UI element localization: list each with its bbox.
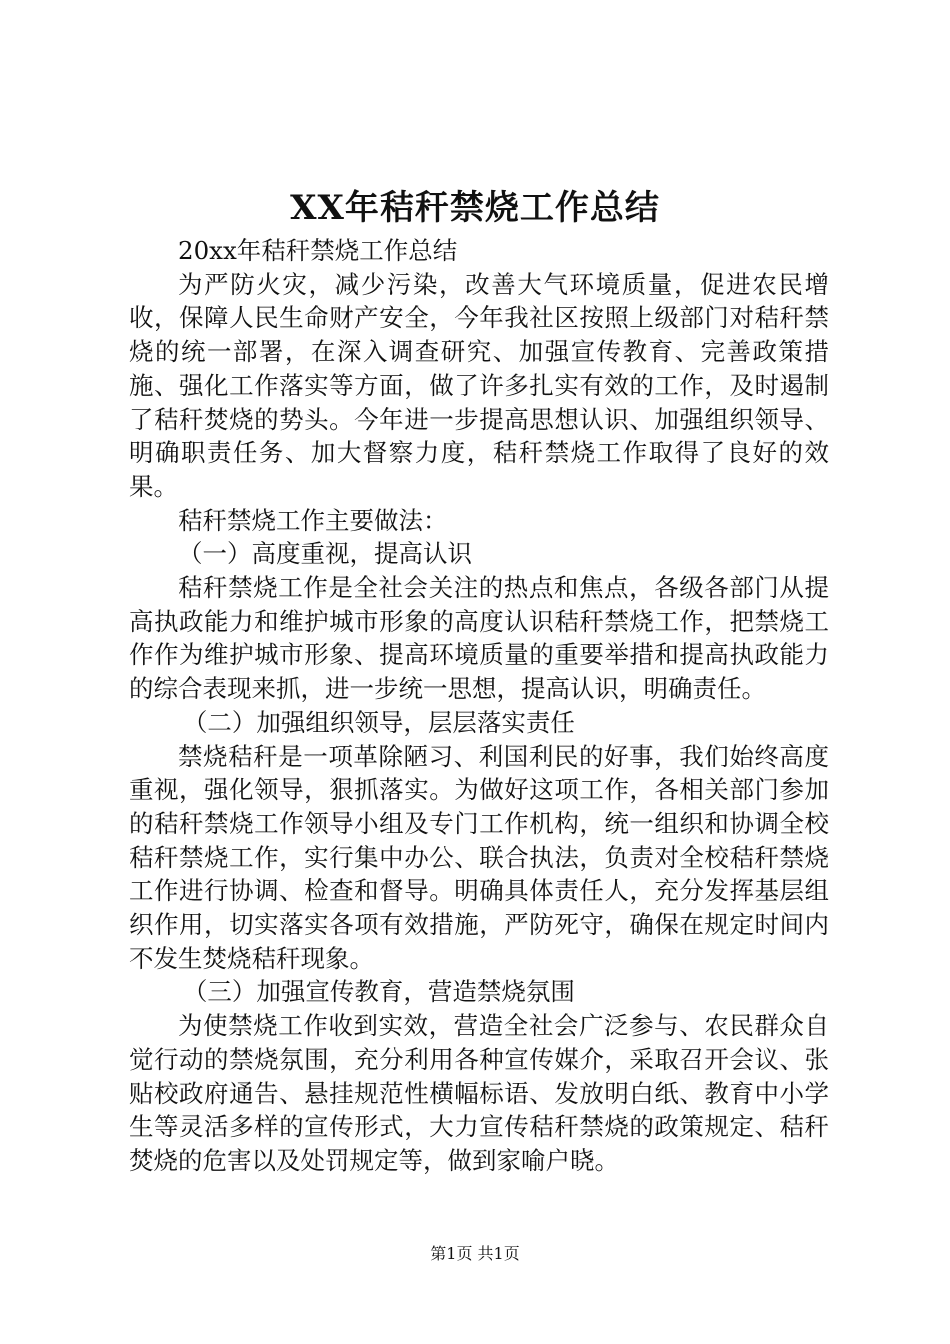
section-2-heading: （二）加强组织领导，层层落实责任: [182, 707, 575, 737]
section-1-paragraph: 秸秆禁烧工作是全社会关注的热点和焦点，各级各部门从提高执政能力和维护城市形象的高度认识秸秆禁烧工作，把禁烧工作作为维护城市形象、提高环境质量的重要举措和提高执政能力的综合表现来抓，进一步统一思想，提高认识，明确责任。: [129, 573, 829, 704]
document-title: XX年秸秆禁烧工作总结: [290, 188, 660, 228]
subtitle-paragraph: 20xx年秸秆禁烧工作总结: [178, 236, 458, 265]
section-1-heading: （一）高度重视，提高认识: [178, 539, 472, 569]
section-3-heading: （三）加强宣传教育，营造禁烧氛围: [182, 977, 575, 1007]
page-footer: 第1页 共1页: [430, 1244, 520, 1263]
section-3-paragraph: 为使禁烧工作收到实效，营造全社会广泛参与、农民群众自觉行动的禁烧氛围，充分利用各种宣传媒介，采取召开会议、张贴校政府通告、悬挂规范性横幅标语、发放明白纸、教育中小学生等灵活多样的宣传形式，大力宣传秸秆禁烧的政策规定、秸秆焚烧的危害以及处罚规定等，做到家喻户晓。: [129, 1011, 829, 1175]
intro-paragraph: 为严防火灾，减少污染，改善大气环境质量，促进农民增收，保障人民生命财产安全，今年我社区按照上级部门对秸秆禁烧的统一部署，在深入调查研究、加强宣传教育、完善政策措施、强化工作落实等方面，做了许多扎实有效的工作，及时遏制了秸秆焚烧的势头。今年进一步提高思想认识、加强组织领导、明确职责任务、加大督察力度，秸秆禁烧工作取得了良好的效果。: [129, 269, 829, 501]
section-2-paragraph: 禁烧秸秆是一项革除陋习、利国利民的好事，我们始终高度重视，强化领导，狠抓落实。为做好这项工作，各相关部门参加的秸秆禁烧工作领导小组及专门工作机构，统一组织和协调全校秸秆禁烧工作，实行集中办公、联合执法，负责对全校秸秆禁烧工作进行协调、检查和督导。明确具体责任人，充分发挥基层组织作用，切实落实各项有效措施，严防死守，确保在规定时间内不发生焚烧秸秆现象。: [129, 741, 829, 973]
document-body: [129, 234, 829, 1178]
section-intro-heading: 秸秆禁烧工作主要做法：: [178, 505, 448, 535]
